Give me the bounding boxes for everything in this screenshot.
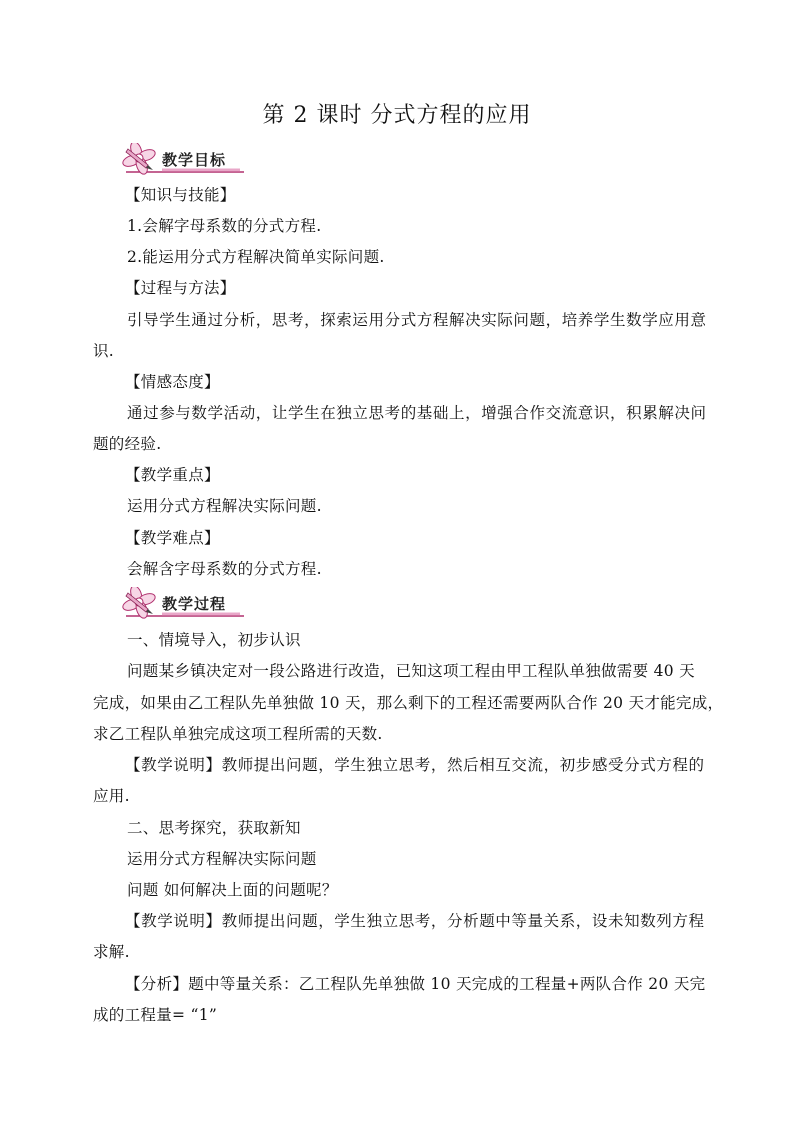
knowledge-item-2: 2.能运用分式方程解决简单实际问题. <box>127 248 385 266</box>
section-2-question: 问题 如何解决上面的问题呢？ <box>127 881 338 899</box>
badge-process-label: 教学过程 <box>162 595 227 613</box>
badge-objectives-label: 教学目标 <box>162 151 227 169</box>
knowledge-heading: 【知识与技能】 <box>125 186 236 204</box>
page-title: 第 2 课时 分式方程的应用 <box>262 103 532 128</box>
section-1-heading: 一、情境导入，初步认识 <box>127 631 301 649</box>
difficulty-text: 会解含字母系数的分式方程. <box>127 560 322 578</box>
emotion-paragraph-line-2: 题的经验. <box>93 435 162 453</box>
section-badge-objectives <box>122 143 246 177</box>
emotion-paragraph-line-1: 通过参与数学活动，让学生在独立思考的基础上，增强合作交流意识，积累解决问 <box>127 404 707 422</box>
section-1-problem-line-2: 完成，如果由乙工程队先单独做 10 天，那么剩下的工程还需要两队合作 20 天才能完成， <box>93 694 724 712</box>
knowledge-item-1: 1.会解字母系数的分式方程. <box>127 217 322 235</box>
key-points-text: 运用分式方程解决实际问题. <box>127 497 322 515</box>
analysis-line-1: 【分析】题中等量关系：乙工程队先单独做 10 天完成的工程量+两队合作 20 天完 <box>125 975 706 993</box>
process-heading: 【过程与方法】 <box>125 279 236 297</box>
section-1-problem-line-1: 问题某乡镇决定对一段公路进行改造，已知这项工程由甲工程队单独做需要 40 天 <box>127 662 695 680</box>
section-2-note-line-2: 求解. <box>93 943 130 961</box>
key-points-heading: 【教学重点】 <box>125 466 220 484</box>
section-1-note-line-1: 【教学说明】教师提出问题，学生独立思考，然后相互交流，初步感受分式方程的 <box>125 756 705 774</box>
section-1-problem-line-3: 求乙工程队单独完成这项工程所需的天数. <box>93 725 383 743</box>
emotion-heading: 【情感态度】 <box>125 373 220 391</box>
difficulty-heading: 【教学难点】 <box>125 529 220 547</box>
section-2-note-line-1: 【教学说明】教师提出问题，学生独立思考，分析题中等量关系，设未知数列方程 <box>125 912 705 930</box>
process-paragraph-line-1: 引导学生通过分析，思考，探索运用分式方程解决实际问题，培养学生数学应用意 <box>127 311 707 329</box>
section-1-note-line-2: 应用. <box>93 787 130 805</box>
section-2-subtitle: 运用分式方程解决实际问题 <box>127 850 317 868</box>
section-2-heading: 二、思考探究，获取新知 <box>127 819 301 837</box>
analysis-line-2: 成的工程量= “1” <box>93 1006 218 1024</box>
process-paragraph-line-2: 识. <box>93 342 115 360</box>
section-badge-process <box>122 587 246 621</box>
